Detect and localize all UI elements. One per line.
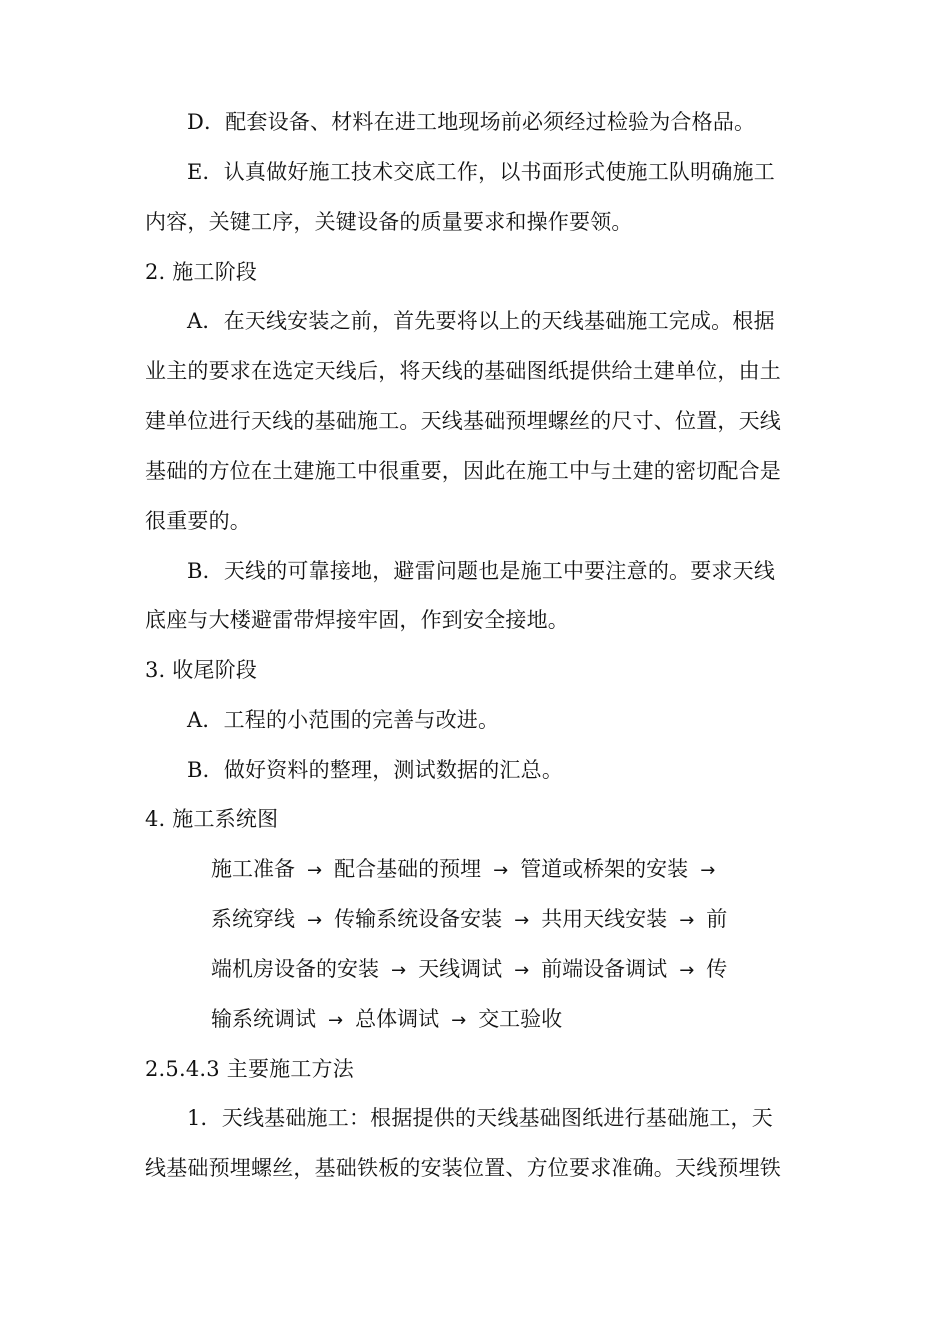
arrow-right-icon: → — [514, 960, 530, 981]
flow-step: 管道或桥架的安装 — [520, 857, 689, 881]
paragraph-line: A．工程的小范围的完善与改进。 — [187, 708, 500, 732]
flow-step: 前 — [706, 907, 728, 931]
arrow-right-icon: → — [679, 910, 695, 931]
paragraph-line: B．天线的可靠接地，避雷问题也是施工中要注意的。要求天线 — [187, 559, 776, 583]
flow-step: 前端设备调试 — [541, 957, 668, 981]
paragraph-line: D．配套设备、材料在进工地现场前必须经过检验为合格品。 — [187, 110, 756, 134]
arrow-right-icon: → — [514, 910, 530, 931]
arrow-right-icon: → — [307, 910, 323, 931]
paragraph-line: 底座与大楼避雷带焊接牢固，作到安全接地。 — [145, 608, 569, 632]
flow-row-2 — [211, 904, 811, 934]
paragraph-line: A．在天线安装之前，首先要将以上的天线基础施工完成。根据 — [187, 309, 775, 333]
arrow-right-icon: → — [307, 860, 323, 881]
paragraph-line: 很重要的。 — [145, 509, 251, 533]
paragraph-line: 建单位进行天线的基础施工。天线基础预埋螺丝的尺寸、位置，天线 — [145, 409, 781, 433]
arrow-right-icon: → — [328, 1010, 344, 1031]
section-heading: 3. 收尾阶段 — [145, 658, 258, 682]
flow-row-1 — [211, 854, 811, 884]
arrow-right-icon: → — [391, 960, 407, 981]
flow-step: 天线调试 — [418, 957, 503, 981]
paragraph-line: E．认真做好施工技术交底工作，以书面形式使施工队明确施工 — [187, 160, 775, 184]
paragraph-line: 基础的方位在土建施工中很重要，因此在施工中与土建的密切配合是 — [145, 459, 781, 483]
paragraph-line: 1．天线基础施工：根据提供的天线基础图纸进行基础施工，天 — [187, 1106, 773, 1130]
paragraph-line: 线基础预埋螺丝，基础铁板的安装位置、方位要求准确。天线预埋铁 — [145, 1156, 781, 1180]
flow-step: 传输系统设备安装 — [334, 907, 503, 931]
flow-step: 传 — [706, 957, 728, 981]
arrow-right-icon: → — [493, 860, 509, 881]
section-heading: 2. 施工阶段 — [145, 260, 258, 284]
arrow-right-icon: → — [679, 960, 695, 981]
section-heading: 4. 施工系统图 — [145, 807, 279, 831]
arrow-right-icon: → — [451, 1010, 467, 1031]
paragraph-line: 内容，关键工序，关键设备的质量要求和操作要领。 — [145, 210, 633, 234]
paragraph-line: B．做好资料的整理，测试数据的汇总。 — [187, 758, 564, 782]
flow-step: 总体调试 — [355, 1007, 440, 1031]
flow-step: 配合基础的预埋 — [334, 857, 482, 881]
flow-step: 施工准备 — [211, 857, 295, 881]
flow-step: 端机房设备的安装 — [211, 957, 379, 981]
section-heading: 2.5.4.3 主要施工方法 — [145, 1057, 354, 1081]
flow-step: 交工验收 — [478, 1007, 563, 1031]
flow-step: 共用天线安装 — [541, 907, 668, 931]
arrow-right-icon: → — [700, 860, 716, 881]
flow-step: 系统穿线 — [211, 907, 295, 931]
paragraph-line: 业主的要求在选定天线后，将天线的基础图纸提供给土建单位，由土 — [145, 359, 781, 383]
flow-step: 输系统调试 — [211, 1007, 316, 1031]
flow-row-4 — [211, 1004, 811, 1034]
flow-row-3 — [211, 954, 811, 984]
